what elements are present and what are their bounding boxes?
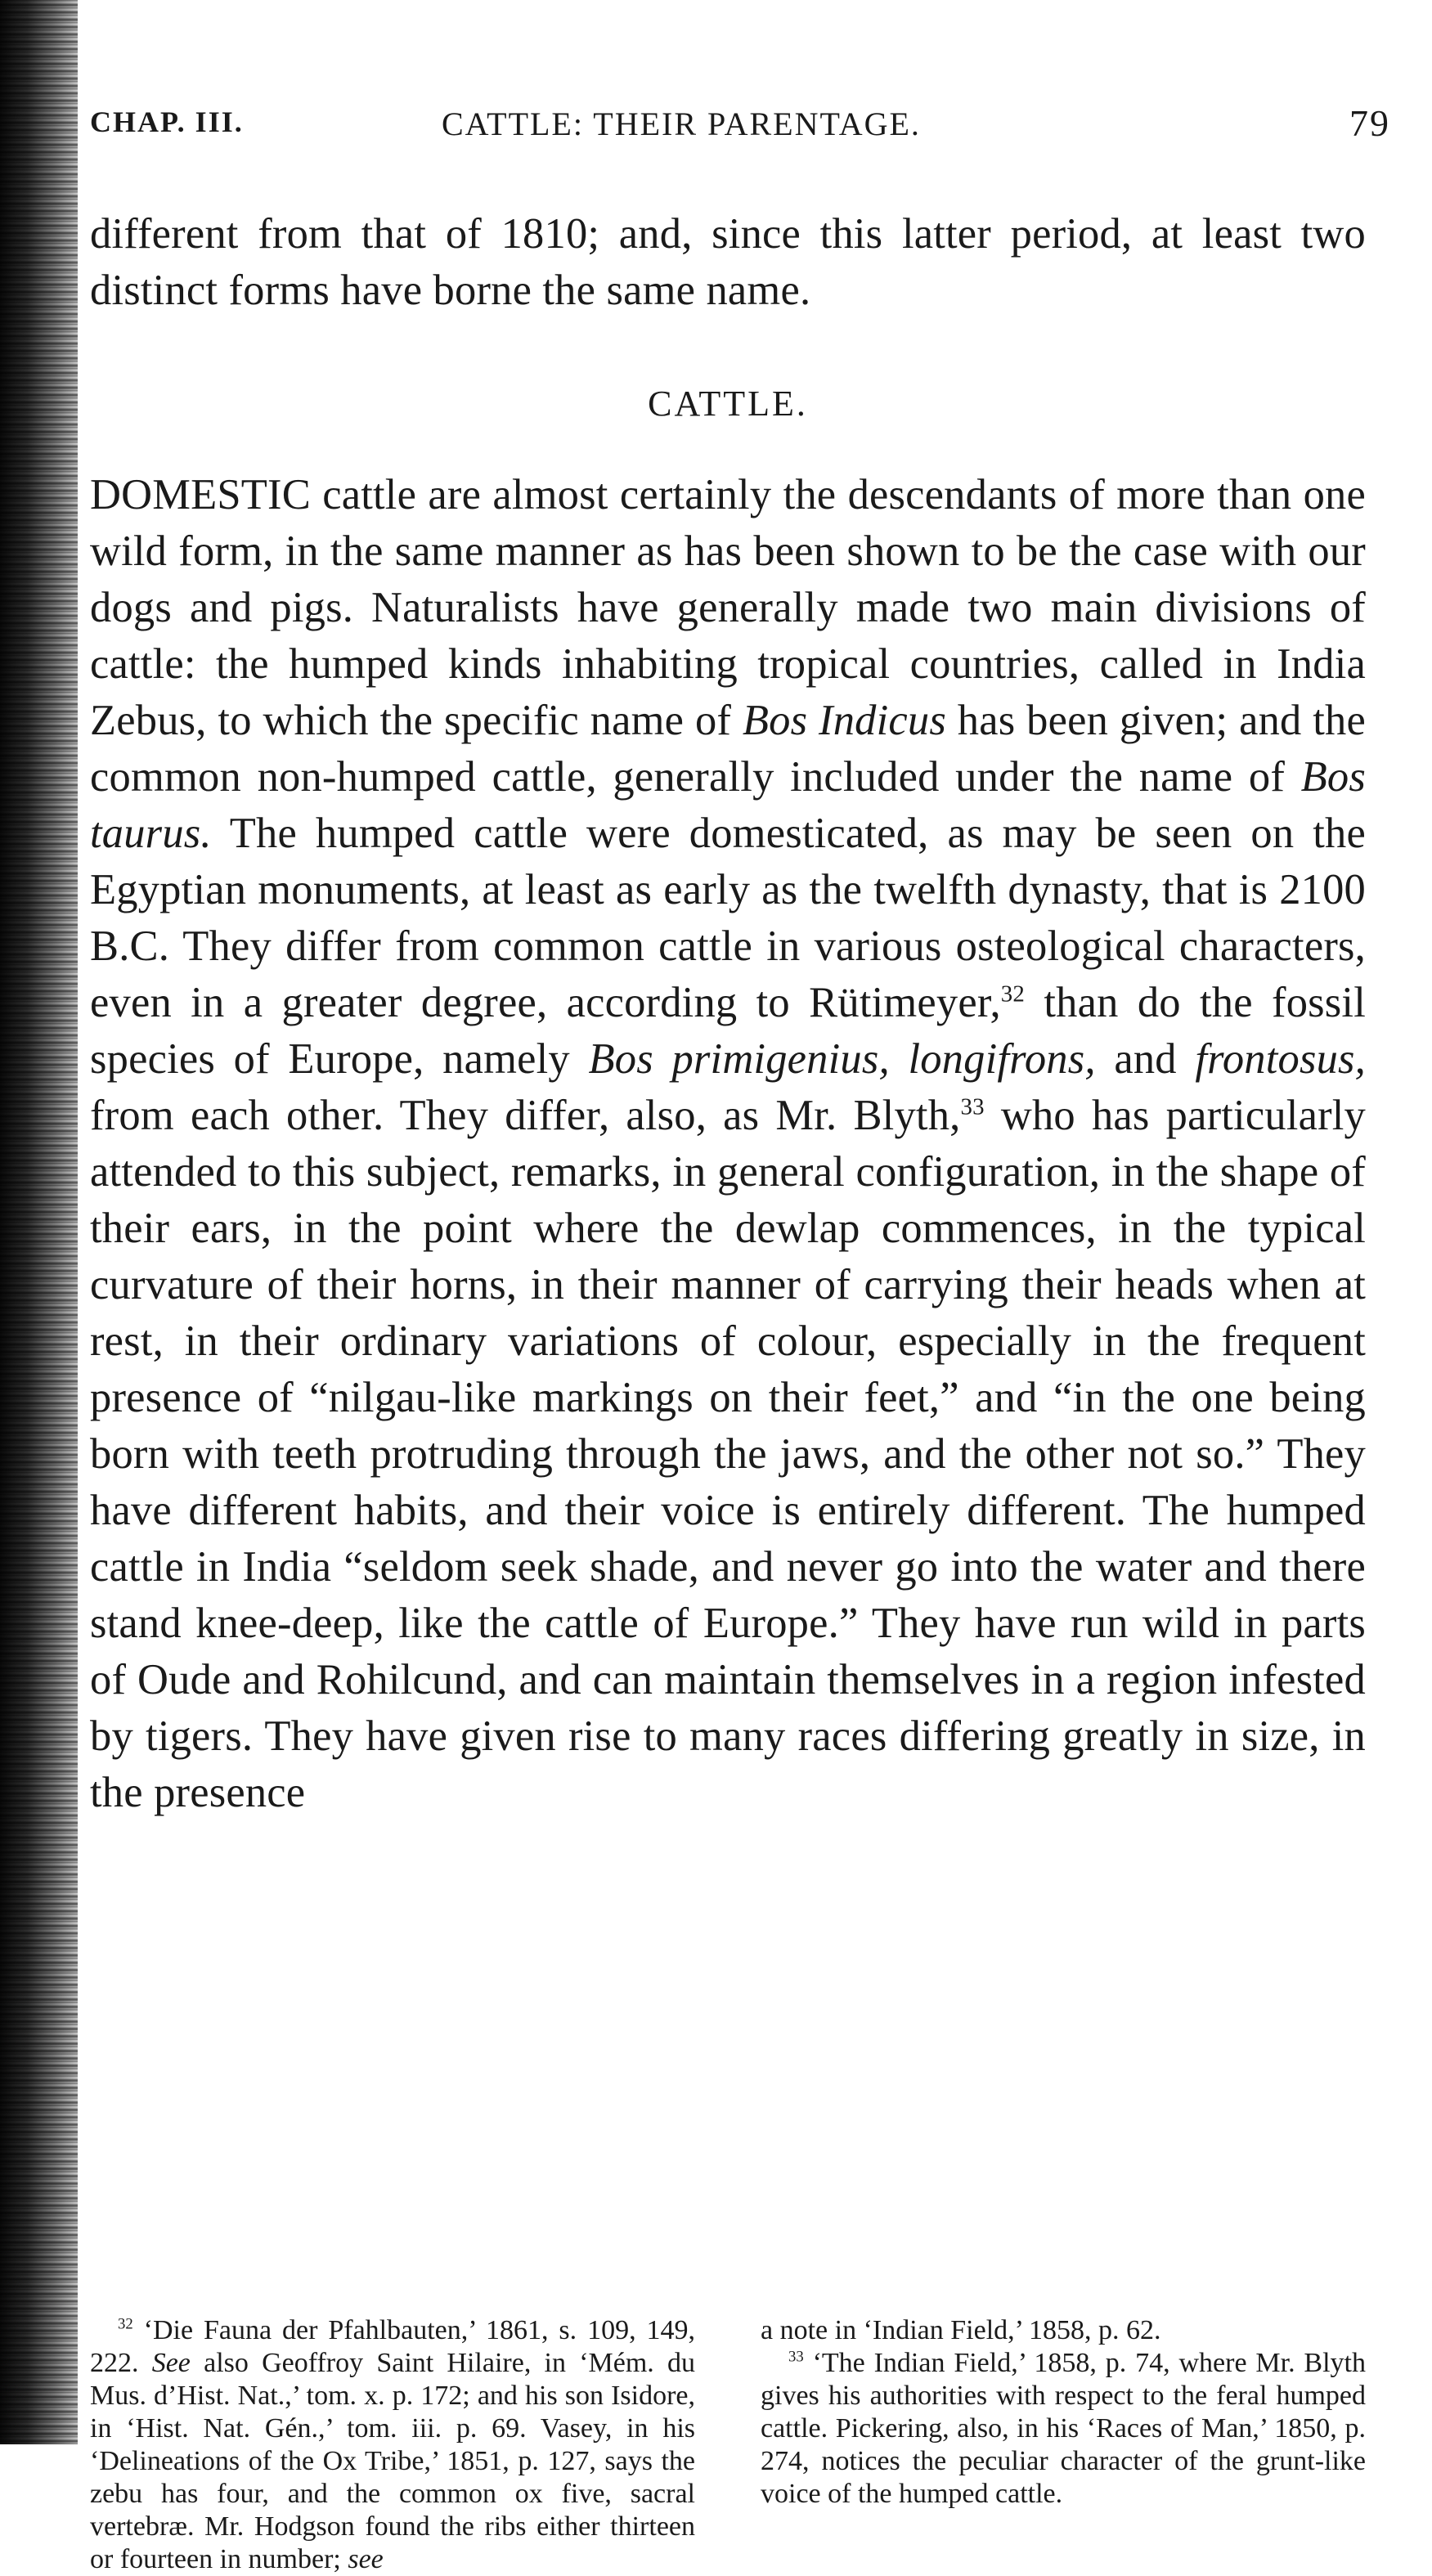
footnote-ref-32: 32 bbox=[1000, 981, 1026, 1008]
italic-term: Bos Indicus bbox=[742, 697, 946, 744]
footnote-ref-33: 33 bbox=[960, 1093, 985, 1120]
section-heading: CATTLE. bbox=[648, 384, 808, 424]
italic-term: frontosus, bbox=[1195, 1035, 1366, 1083]
main-paragraph bbox=[90, 467, 1366, 1821]
text-segment: has been given; and the common non-humped cattle, generally included under the name of bbox=[90, 697, 1366, 801]
text-segment: DOMESTIC cattle are almost certainly the descendants of more than one wild form, in the same manner as has been shown to be the case with our dogs and pigs. Naturalists have generally made two main divisions of cattle: the humped kinds inhabiting tropical countries, called in India Zebus, to which the specific name of bbox=[90, 471, 1366, 744]
italic-term: Bos taurus. bbox=[90, 753, 1367, 857]
footnote-column-left bbox=[90, 2314, 695, 2576]
chapter-label: CHAP. III. bbox=[90, 105, 244, 138]
text-segment: than do the fossil species of Europe, namely bbox=[90, 979, 1366, 1083]
carry-over-paragraph: different from that of 1810; and, since this latter period, at least two distinct forms have borne the same name. bbox=[90, 210, 1366, 314]
footnote-text: a note in ‘Indian Field,’ 1858, p. 62. bbox=[761, 2315, 1161, 2345]
footnote-marker: 32 bbox=[118, 2315, 133, 2333]
footnote-33 bbox=[761, 2347, 1366, 2511]
footnote-column-right bbox=[761, 2314, 1366, 2576]
footnote-text: also Geoffroy Saint Hilaire, in ‘Mém. du Mus. d’Hist. Nat.,’ tom. x. p. 172; and his son Isidore, in ‘Hist. Nat. Gén.,’ tom. iii. p. 69. Vasey, in his ‘Delineations of the Ox Tribe,’ 1851, p. 127, says the zebu has four, and the common ox five, sacral vertebræ. Mr. Hodgson found the ribs either thirteen or fourteen in number; bbox=[90, 2348, 696, 2574]
text-segment: The humped cattle were domesticated, as may be seen on the Egyptian monuments, at least as early as the twelfth dynasty, that is 2100 B.C. They differ from common cattle in various osteological characters, even in a greater degree, according to Rütimeyer, bbox=[90, 810, 1366, 1026]
italic-term: Bos primigenius, longifrons, bbox=[588, 1035, 1096, 1083]
footnote-32-continued bbox=[761, 2314, 1366, 2347]
footnote-see: see bbox=[348, 2544, 384, 2574]
running-title: CATTLE: THEIR PARENTAGE. bbox=[442, 105, 921, 142]
footnote-32 bbox=[90, 2314, 695, 2576]
text-segment: and bbox=[1114, 1035, 1177, 1083]
text-segment: who has particularly attended to this subject, remarks, in general configuration, in the shape of their ears, in the point where the dewlap commences, in the typical curvature of their horns, in their manner of carrying their heads when at rest, in their ordinary variations of colour, especially in the frequent presence of “nilgau-like markings on their feet,” and “in the one being born with teeth protruding through the jaws, and the other not so.” They have different habits, and their voice is entirely different. The humped cattle in India “seldom seek shade, and never go into the water and there stand knee-deep, like the cattle of Europe.” They have run wild in parts of Oude and Rohilcund, and can maintain themselves in a region infested by tigers. They have given rise to many races differing greatly in size, in the presence bbox=[90, 1092, 1366, 1816]
binding-shadow bbox=[0, 0, 78, 2444]
text-segment: from each other. They differ, also, as Mr. Blyth, bbox=[90, 1092, 961, 1139]
footnote-text: ‘Die Fauna der Pfahlbauten,’ 1861, s. 109, 149, 222. bbox=[90, 2315, 696, 2378]
page-number: 79 bbox=[1349, 102, 1390, 144]
footnote-marker: 33 bbox=[788, 2348, 804, 2366]
running-head bbox=[90, 90, 1390, 164]
book-page bbox=[90, 90, 1390, 2574]
footnote-text: ‘The Indian Field,’ 1858, p. 74, where Mr. Blyth gives his authorities with respect to the feral humped cattle. Pickering, also, in his ‘Races of Man,’ 1850, p. 274, notices the peculiar character of the grunt-like voice of the humped cattle. bbox=[761, 2348, 1367, 2509]
footnote-see: See bbox=[151, 2348, 191, 2378]
footnotes bbox=[90, 2314, 1366, 2576]
